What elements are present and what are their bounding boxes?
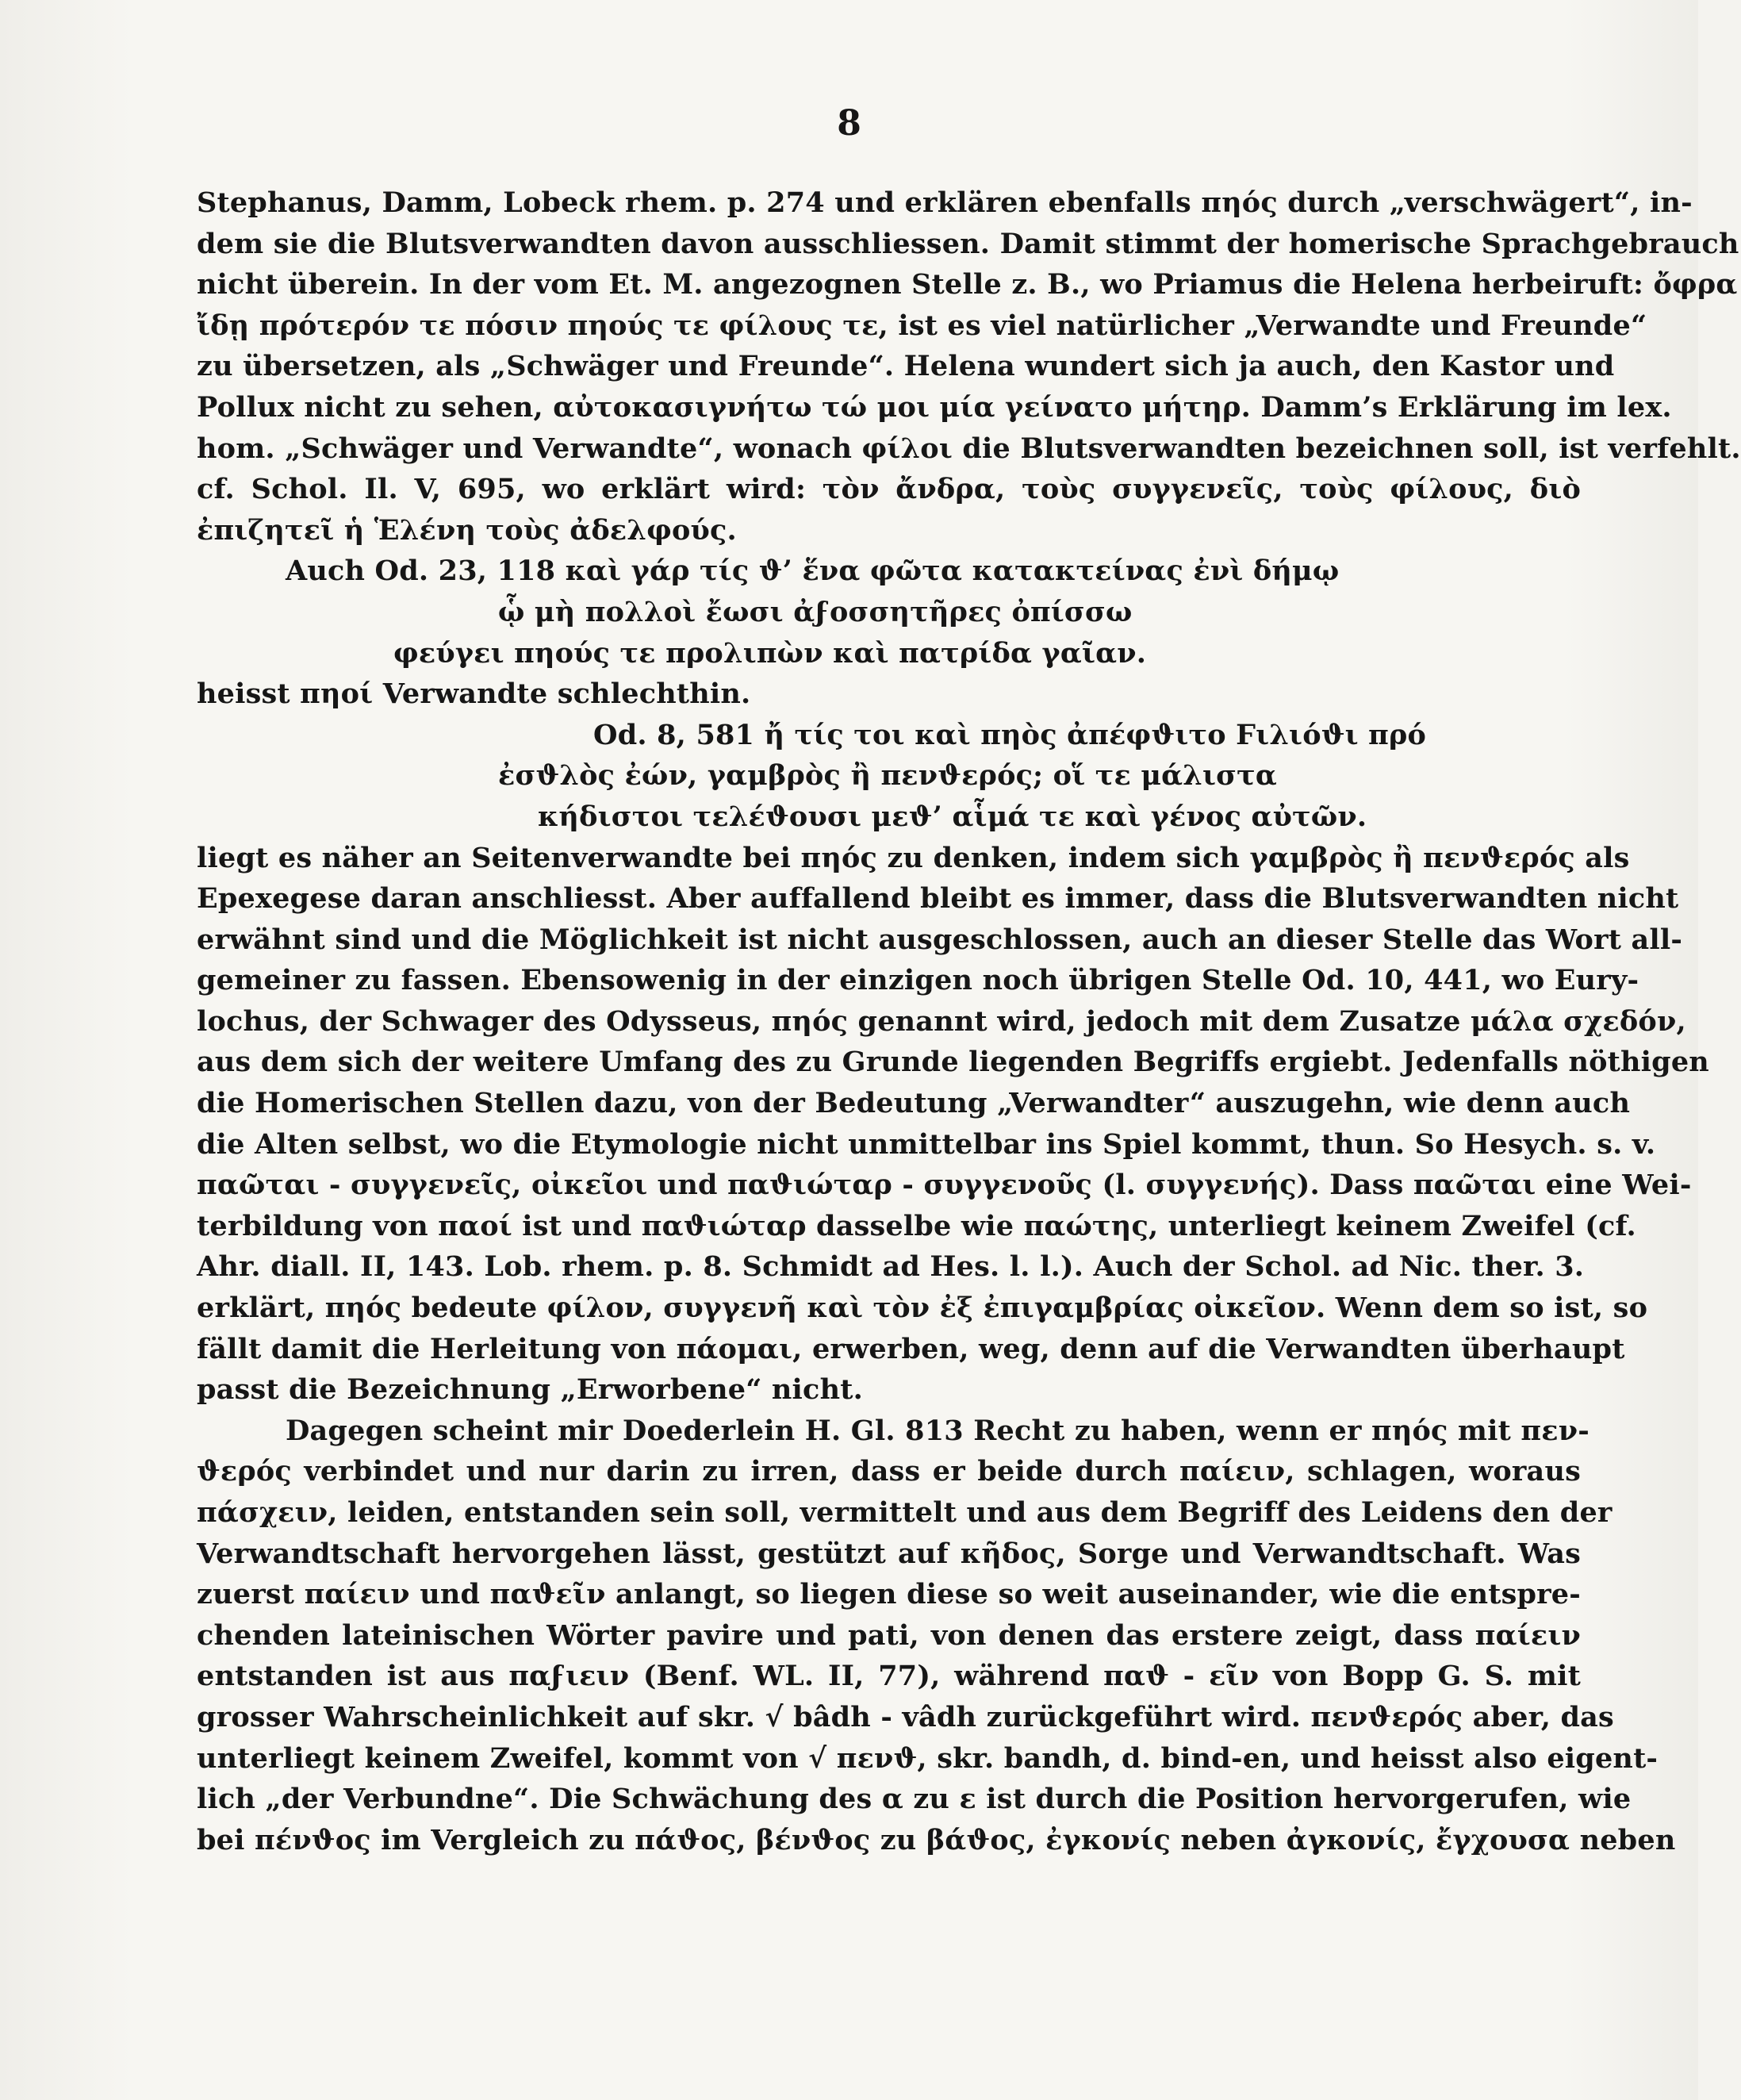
text-line: zuerst παίειν und παϑεῖν anlangt, so liegen diese so weit auseinander, wie die entspre- xyxy=(197,1578,1581,1611)
text-line: terbildung von παοί ist und παϑιώταρ dasselbe wie παώτης, unterliegt keinem Zweifel (cf. xyxy=(197,1209,1636,1242)
text-line: παῶται - συγγενεῖς, οἰκεῖοι und παϑιώταρ - συγγενοῦς (l. συγγενής). Dass παῶται eine Wei- xyxy=(197,1169,1692,1202)
text-line: φεύγει πηούς τε προλιπὼν καὶ πατρίδα γαῖαν. xyxy=(393,636,1147,670)
text-line: passt die Bezeichnung „Erworbene“ nicht. xyxy=(197,1373,863,1407)
text-line: Auch Od. 23, 118 καὶ γάρ τίς ϑ’ ἕνα φῶτα κατακτείνας ἐνὶ δήμῳ xyxy=(286,555,1340,588)
text-line: die Homerischen Stellen dazu, von der Bedeutung „Verwandter“ auszugehn, wie denn auch xyxy=(197,1087,1631,1120)
text-line: ἐπιζητεῖ ἡ Ἑλένη τοὺς ἀδελφούς. xyxy=(197,513,737,547)
text-line: chenden lateinischen Wörter pavire und pati, von denen das erstere zeigt, dass παίειν xyxy=(197,1618,1581,1652)
text-line: cf. Schol. Il. V, 695, wo erklärt wird: τὸν ἄνδρα, τοὺς συγγενεῖς, τοὺς φίλους, διὸ xyxy=(197,473,1581,506)
text-line: Od. 8, 581 ἤ τίς τοι καὶ πηὸς ἀπέφϑιτο Ϝιλιόϑι πρό xyxy=(593,718,1427,751)
text-line: Dagegen scheint mir Doederlein H. Gl. 813 Recht zu haben, wenn er πηός mit πεν- xyxy=(286,1414,1590,1447)
text-line: erwähnt sind und die Möglichkeit ist nicht ausgeschlossen, auch an dieser Stelle das Wort all- xyxy=(197,923,1683,956)
text-line: Ahr. diall. II, 143. Lob. rhem. p. 8. Schmidt ad Hes. l. l.). Auch der Schol. ad Nic. ther. 3. xyxy=(197,1250,1585,1284)
text-line: ἐσϑλὸς ἐών, γαμβρὸς ἢ πενϑερός; οἵ τε μάλιστα xyxy=(498,759,1278,793)
text-line: heisst πηοί Verwandte schlechthin. xyxy=(197,678,751,711)
text-line: die Alten selbst, wo die Etymologie nicht unmittelbar ins Spiel kommt, thun. So Hesych. s. v. xyxy=(197,1127,1656,1161)
body-text xyxy=(197,182,1741,1860)
text-line: lich „der Verbundne“. Die Schwächung des α zu ε ist durch die Position hervorgerufen, wie xyxy=(197,1783,1632,1816)
text-line: ϑερός verbindet und nur darin zu irren, dass er beide durch παίειν, schlagen, woraus xyxy=(197,1455,1581,1488)
text-line: Epexegese daran anschliesst. Aber auffallend bleibt es immer, dass die Blutsverwandten nicht xyxy=(197,882,1679,916)
text-line: nicht überein. In der vom Et. M. angezognen Stelle z. B., wo Priamus die Helena herbeiruft: ὄφρα xyxy=(197,268,1738,301)
text-line: κήδιστοι τελέϑουσι μεϑ’ αἷμά τε καὶ γένος αὐτῶν. xyxy=(538,800,1367,833)
text-line: liegt es näher an Seitenverwandte bei πηός zu denken, indem sich γαμβρὸς ἢ πενϑερός als xyxy=(197,841,1630,874)
text-line: bei πένϑος im Vergleich zu πάϑος, βένϑος zu βάϑος, ἐγκονίς neben ἀγκονίς, ἔγχουσα neben xyxy=(197,1823,1676,1856)
text-line: erklärt, πηός bedeute φίλον, συγγενῆ καὶ τὸν ἐξ ἐπιγαμβρίας οἰκεῖον. Wenn dem so ist, so xyxy=(197,1292,1648,1325)
text-line: Verwandtschaft hervorgehen lässt, gestützt auf κῆδος, Sorge und Verwandtschaft. Was xyxy=(197,1537,1581,1570)
text-line: Stephanus, Damm, Lobeck rhem. p. 274 und erklären ebenfalls πηός durch „verschwägert“, in- xyxy=(197,186,1693,219)
text-line: aus dem sich der weitere Umfang des zu Grunde liegenden Begriffs ergiebt. Jedenfalls nöthigen xyxy=(197,1046,1709,1079)
text-line: gemeiner zu fassen. Ebensowenig in der einzigen noch übrigen Stelle Od. 10, 441, wo Eury- xyxy=(197,964,1639,997)
text-line: grosser Wahrscheinlichkeit auf skr. √ bâdh - vâdh zurückgeführt wird. πενϑερός aber, das xyxy=(197,1700,1614,1733)
text-line: hom. „Schwäger und Verwandte“, wonach φίλοι die Blutsverwandten bezeichnen soll, ist verfehlt. xyxy=(197,432,1741,465)
text-line: fällt damit die Herleitung von πάομαι, erwerben, weg, denn auf die Verwandten überhaupt xyxy=(197,1332,1625,1365)
text-line: lochus, der Schwager des Odysseus, πηός genannt wird, jedoch mit dem Zusatze μάλα σχεδόν, xyxy=(197,1004,1686,1038)
text-line: πάσχειν, leiden, entstanden sein soll, vermittelt und aus dem Begriff des Leidens den der xyxy=(197,1496,1613,1529)
text-line: unterliegt keinem Zweifel, kommt von √ πενϑ, skr. bandh, d. bind-en, und heisst also eigent- xyxy=(197,1741,1659,1775)
text-line: ᾧ μὴ πολλοὶ ἔωσι ἀϝοσσητῆρες ὀπίσσω xyxy=(498,595,1133,628)
text-line: Pollux nicht zu sehen, αὐτοκασιγνήτω τώ μοι μία γείνατο μήτηρ. Damm’s Erklärung im lex. xyxy=(197,390,1672,424)
text-line: entstanden ist aus παϝιειν (Benf. WL. II, 77), während παϑ - εῖν von Bopp G. S. mit xyxy=(197,1660,1581,1693)
page-number: 8 xyxy=(837,103,861,144)
text-line: zu übersetzen, als „Schwäger und Freunde“. Helena wundert sich ja auch, den Kastor und xyxy=(197,350,1615,383)
text-line: ἴδῃ πρότερόν τε πόσιν πηούς τε φίλους τε, ist es viel natürlicher „Verwandte und Freunde“ xyxy=(197,309,1647,342)
text-line: dem sie die Blutsverwandten davon ausschliessen. Damit stimmt der homerische Sprachgebrauch xyxy=(197,227,1739,260)
